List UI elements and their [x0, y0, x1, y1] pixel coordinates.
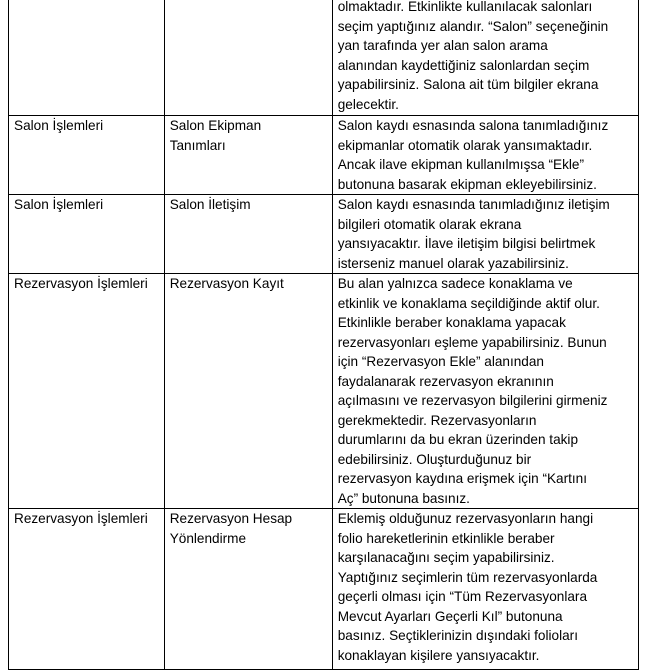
description-line: isterseniz manuel olarak yazabilirsiniz.: [337, 255, 569, 271]
description-cell: [332, 0, 638, 116]
subject-text: Salon İletişim: [169, 197, 251, 212]
table-row: [9, 195, 639, 274]
description-line: Yaptığınız seçimlerin tüm rezervasyonlarda: [337, 569, 598, 585]
subject-text: Salon Ekipman: [169, 118, 262, 133]
description-line: rezervasyon kaydına erişmek için “Kartını: [337, 471, 588, 486]
description-line: basınız. Seçtiklerinizin dışındaki folioları: [337, 628, 578, 643]
category-text: Rezervasyon İşlemleri: [14, 276, 148, 291]
description-line: seçim yaptığınız alandır. “Salon” seçeneğinin: [337, 18, 609, 34]
description-line: konaklayan kişilere yansıyacaktır.: [337, 647, 540, 663]
description-line: bilgileri otomatik olarak ekrana: [337, 216, 522, 232]
subject-text: Rezervasyon Kayıt: [169, 276, 284, 291]
description-line: faydalanarak rezervasyon ekranının: [337, 373, 554, 389]
description-line: rezervasyonları eşleme yapabilirsiniz. Bunun: [337, 334, 607, 350]
description-line: Aç” butonuna basınız.: [337, 490, 470, 506]
description-line: Salon kaydı esnasında tanımladığınız iletişim: [337, 197, 610, 212]
table-row: [9, 116, 639, 195]
description-line: Bu alan yalnızca sadece konaklama ve: [337, 276, 573, 291]
description-line: Mevcut Ayarları Geçerli Kıl” butonuna: [337, 608, 563, 624]
subject-cell: [164, 274, 332, 509]
description-line: için “Rezervasyon Ekle” alanından: [337, 354, 544, 369]
description-line: Eklemiş olduğunuz rezervasyonların hangi: [337, 511, 594, 526]
description-line: ekipmanlar otomatik olarak yansımaktadır.: [337, 137, 593, 153]
description-line: açılmasını ve rezervasyon bilgilerini girmeniz: [337, 393, 608, 408]
description-cell: [332, 274, 638, 509]
table-row: [9, 274, 639, 509]
subject-text: Yönlendirme: [169, 530, 247, 546]
category-cell: [9, 509, 165, 670]
category-cell: [9, 0, 165, 116]
category-text: Salon İşlemleri: [14, 197, 104, 212]
description-line: yansıyacaktır. İlave iletişim bilgisi belirtmek: [337, 236, 596, 251]
subject-text: Rezervasyon Hesap: [169, 511, 293, 526]
description-line: Ancak ilave ekipman kullanılmışsa “Ekle”: [337, 157, 584, 172]
description-line: butonuna basarak ekipman ekleyebilirsiniz.: [337, 176, 597, 192]
description-cell: [332, 195, 638, 274]
subject-cell: [164, 195, 332, 274]
category-cell: [9, 195, 165, 274]
description-line: folio hareketlerinin etkinlikle beraber: [337, 530, 555, 546]
subject-cell: [164, 0, 332, 116]
category-cell: [9, 274, 165, 509]
description-line: durumlarını da bu ekran üzerinden takip: [337, 432, 579, 447]
category-text: Rezervasyon İşlemleri: [14, 511, 148, 526]
subject-text: Tanımları: [169, 137, 226, 153]
description-cell: [332, 509, 638, 670]
description-line: geçerli olması için “Tüm Rezervasyonlara: [337, 589, 588, 604]
subject-cell: [164, 116, 332, 195]
description-line: alanından kaydettiğiniz salonlardan seçim: [337, 57, 590, 73]
description-line: gerekmektedir. Rezervasyonların: [337, 412, 537, 428]
table-row: [9, 0, 639, 116]
description-cell: [332, 116, 638, 195]
category-text: Salon İşlemleri: [14, 118, 104, 133]
category-cell: [9, 116, 165, 195]
description-line: olmaktadır. Etkinlikte kullanılacak salonları: [337, 0, 593, 14]
description-line: Salon kaydı esnasında salona tanımladığınız: [337, 118, 609, 133]
description-line: yapabilirsiniz. Salona ait tüm bilgiler ekrana: [337, 77, 599, 92]
description-line: gelecektir.: [337, 96, 399, 112]
description-line: karşılanacağını seçim yapabilirsiniz.: [337, 550, 555, 565]
table-row: [9, 509, 639, 670]
document-table: [8, 0, 639, 670]
description-line: yan tarafında yer alan salon arama: [337, 38, 548, 53]
description-line: Etkinlikle beraber konaklama yapacak: [337, 315, 566, 330]
subject-cell: [164, 509, 332, 670]
description-line: etkinlik ve konaklama seçildiğinde aktif olur.: [337, 295, 600, 311]
description-line: edebilirsiniz. Oluşturduğunuz bir: [337, 451, 532, 467]
